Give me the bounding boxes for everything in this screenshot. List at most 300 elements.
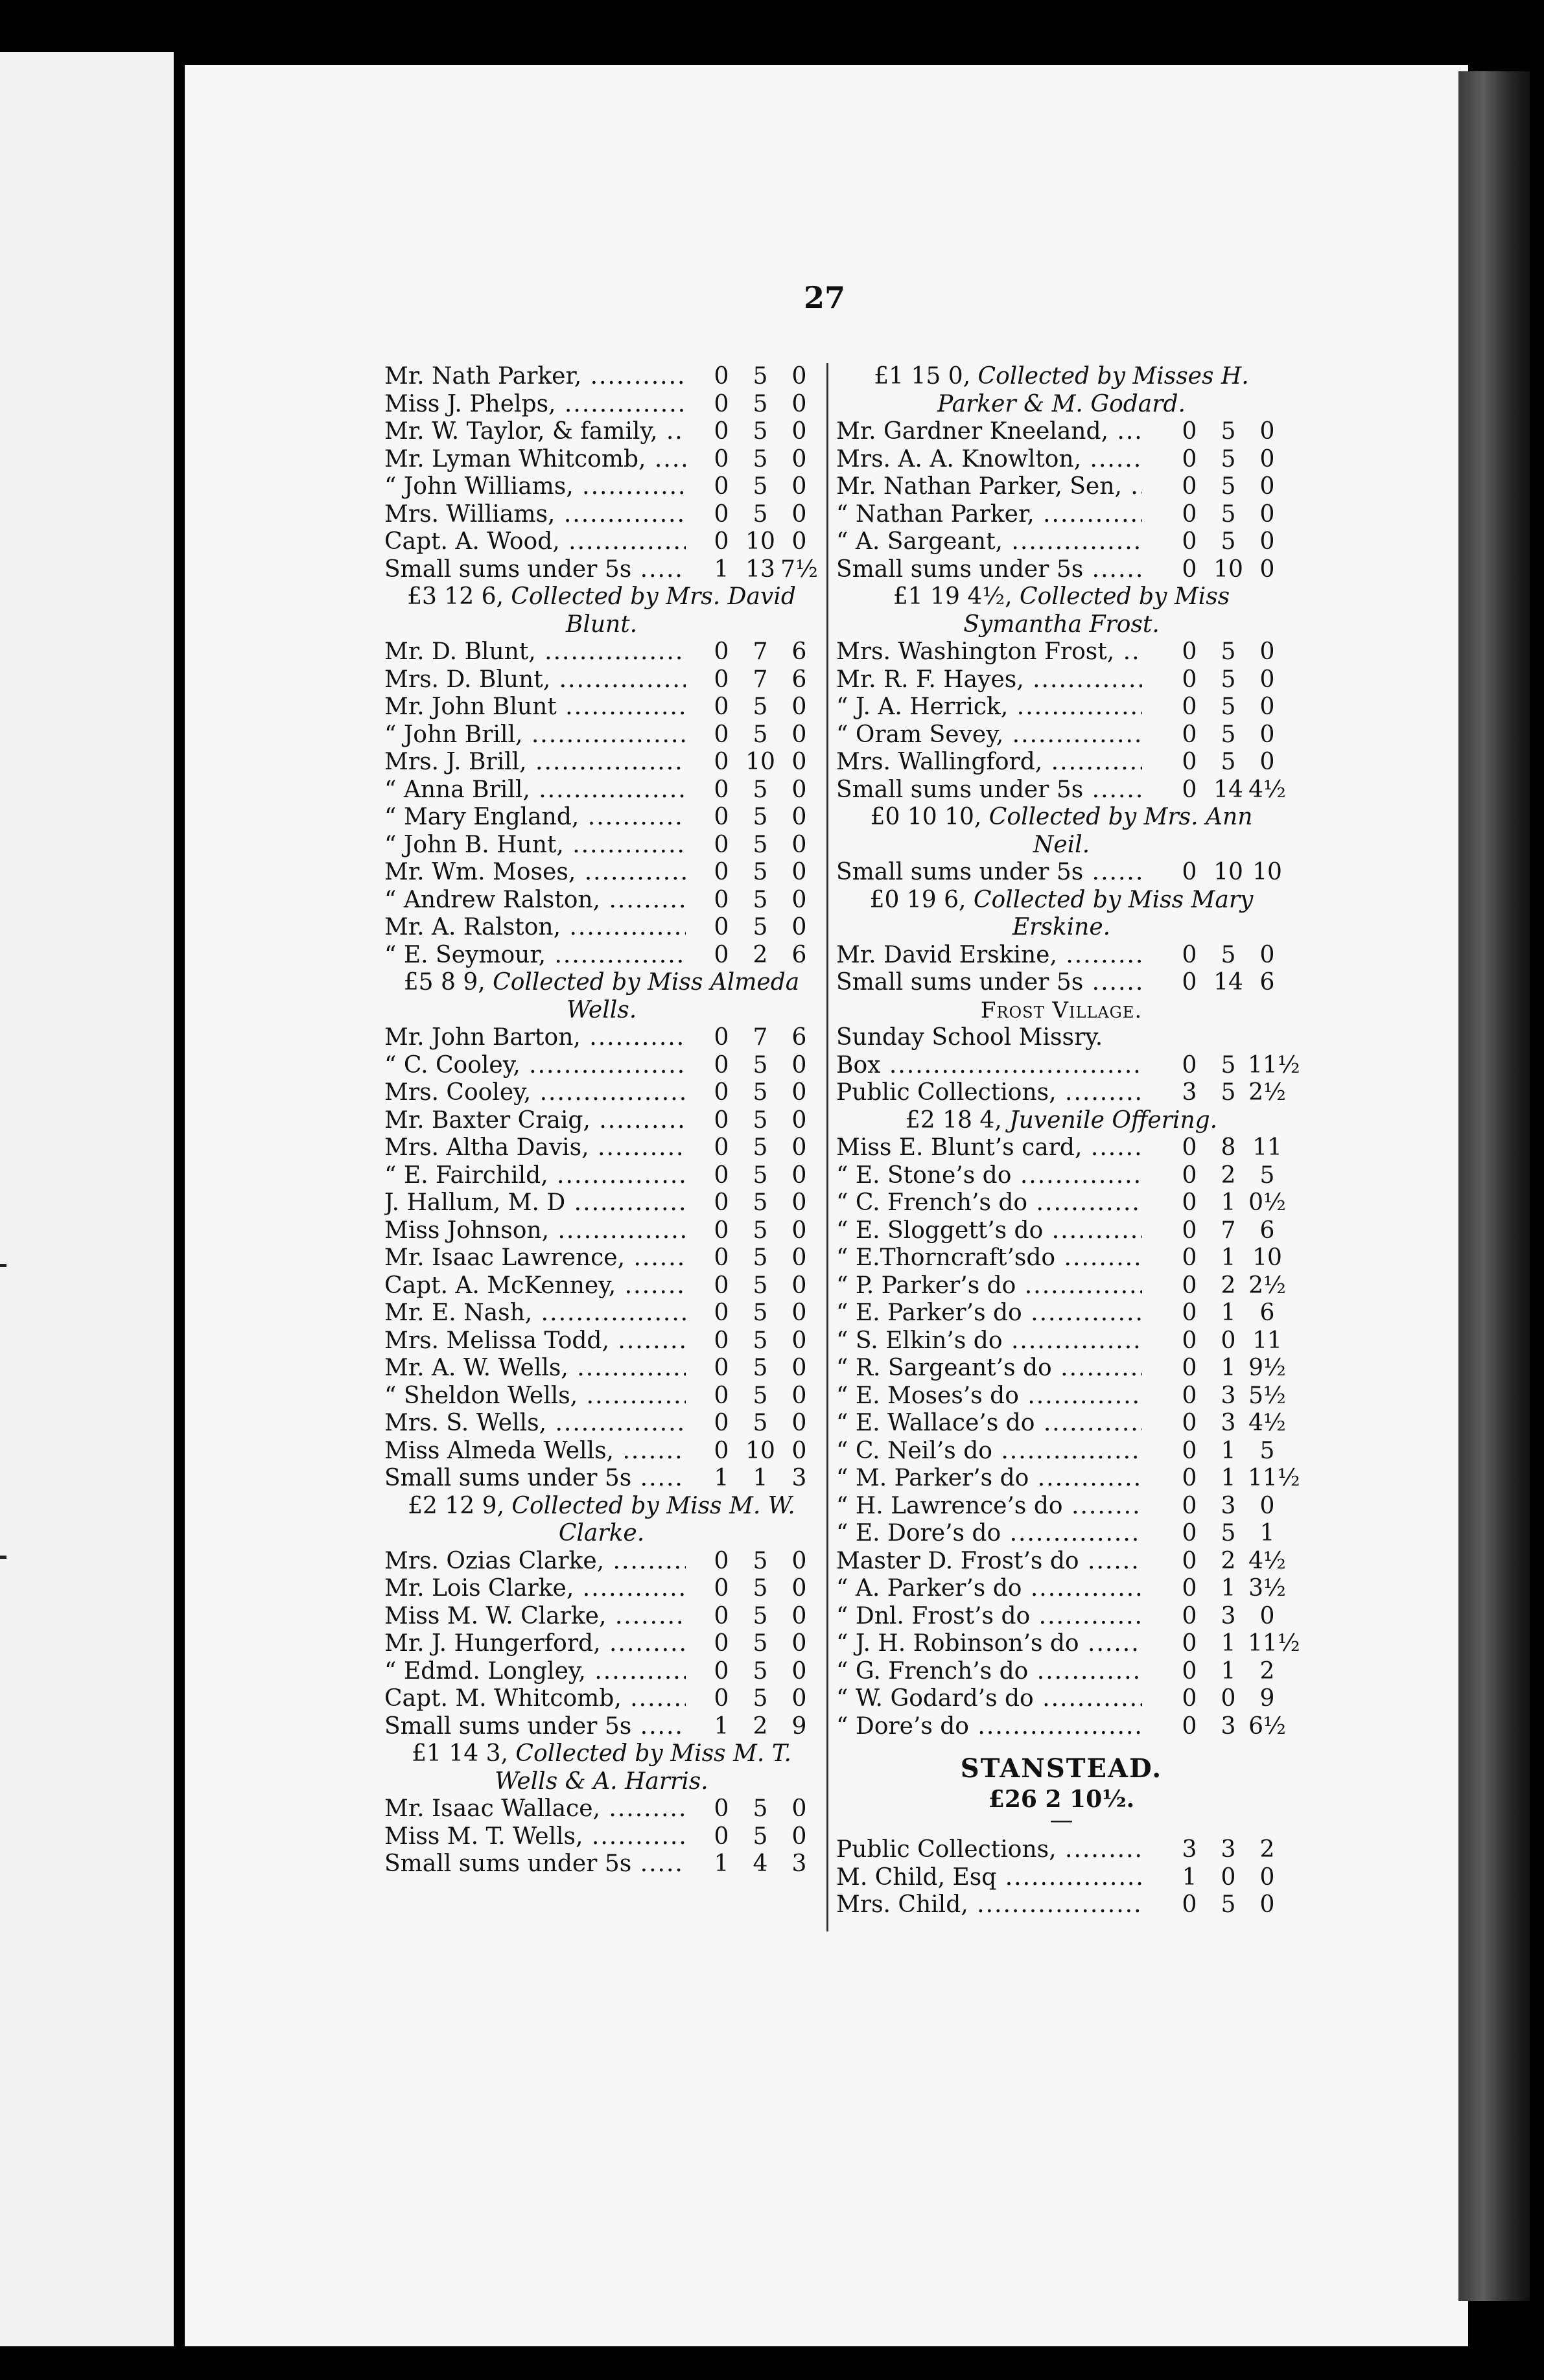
ledger-row <box>836 473 1287 501</box>
amount-shillings: 10 <box>745 1437 775 1464</box>
contributor-name: J. Hallum, M. D ..... <box>384 1189 686 1217</box>
amount-pence: 0 <box>791 1079 807 1106</box>
amount-shillings: 0 <box>1221 1685 1236 1712</box>
amount-pounds: 0 <box>714 1437 729 1464</box>
amount-shillings: 5 <box>753 473 768 500</box>
amount-shillings: 7 <box>753 638 768 665</box>
contributor-name: Mrs. A. A. Knowlton, ..... <box>836 446 1142 474</box>
ledger-row <box>836 1300 1287 1327</box>
amount-pounds: 0 <box>1182 941 1197 968</box>
amount-shillings: 8 <box>1221 1134 1236 1161</box>
amount-shillings: 5 <box>753 831 768 858</box>
amount-pence: 0 <box>791 1051 807 1079</box>
amount-pounds: 0 <box>714 1106 729 1134</box>
collection-header <box>836 804 1287 859</box>
amount-pounds: 0 <box>714 390 729 417</box>
amount-shillings: 5 <box>753 1355 768 1381</box>
amount-pounds: 0 <box>1182 1300 1197 1326</box>
amount <box>1170 749 1287 776</box>
contributor-name: Miss Almeda Wells, ..... <box>384 1438 686 1465</box>
amount-shillings: 5 <box>753 1602 768 1629</box>
contributor-name: “ John Brill, ..... <box>384 721 686 749</box>
amount-pounds: 0 <box>1182 1327 1197 1354</box>
amount-pounds: 0 <box>714 694 729 720</box>
amount-pence: 0 <box>791 1437 807 1464</box>
amount-shillings: 7 <box>1221 1217 1236 1244</box>
amount <box>1170 721 1287 749</box>
collection-total: £2 18 4, <box>905 1106 1002 1134</box>
amount <box>702 1024 819 1052</box>
ledger-row <box>384 1603 819 1631</box>
amount-pounds: 0 <box>714 1657 729 1685</box>
contributor-name: Miss J. Phelps, ..... <box>384 391 686 419</box>
amount-shillings: 3 <box>1221 1492 1236 1519</box>
amount-pounds: 0 <box>714 859 729 885</box>
amount <box>1170 1630 1300 1658</box>
amount-pence: 0 <box>1259 721 1275 748</box>
amount <box>702 1575 819 1603</box>
amount-pounds: 1 <box>714 555 729 583</box>
separator-dash: — <box>1049 1807 1073 1834</box>
amount <box>1170 1685 1287 1713</box>
ledger-row <box>384 1024 819 1052</box>
contributor-name: “ Andrew Ralston, ..... <box>384 887 686 915</box>
amount <box>702 1685 819 1713</box>
amount <box>1170 556 1287 584</box>
margin-mark <box>0 1556 6 1559</box>
amount-pounds: 0 <box>1182 1355 1197 1381</box>
amount <box>1170 1493 1287 1521</box>
amount <box>1170 501 1287 529</box>
amount-pounds: 3 <box>1182 1836 1197 1863</box>
amount <box>1170 694 1287 721</box>
amount <box>702 1162 819 1190</box>
amount <box>1170 1134 1287 1162</box>
contributor-name: Capt. M. Whitcomb, ..... <box>384 1685 686 1713</box>
amount-shillings: 0 <box>1221 1327 1236 1354</box>
contributor-name: Mr. Wm. Moses, ..... <box>384 859 686 887</box>
amount-pounds: 0 <box>714 1547 729 1574</box>
ledger-row <box>384 1300 819 1327</box>
page-number: 27 <box>804 280 846 315</box>
amount-pence: 0 <box>791 914 807 940</box>
amount-pence: 0 <box>791 776 807 803</box>
contributor-name: Mrs. Altha Davis, ..... <box>384 1134 686 1162</box>
amount <box>702 446 819 474</box>
amount-pounds: 0 <box>1182 1657 1197 1685</box>
amount-shillings: 5 <box>1221 749 1236 775</box>
contributor-name: “ A. Parker’s do ..... <box>836 1575 1142 1603</box>
amount-shillings: 5 <box>753 1575 768 1602</box>
amount-pence: 0 <box>791 859 807 885</box>
amount-pence: 0 <box>1259 445 1275 472</box>
amount-shillings: 5 <box>753 804 768 830</box>
amount-pounds: 0 <box>714 1382 729 1409</box>
amount-shillings: 5 <box>753 1685 768 1712</box>
contributor-name: “ R. Sargeant’s do ..... <box>836 1355 1142 1382</box>
amount-shillings: 5 <box>753 1134 768 1161</box>
amount-pence: 0 <box>1259 666 1275 693</box>
amount-pounds: 0 <box>714 831 729 858</box>
ledger-row <box>836 1603 1287 1631</box>
ledger-row <box>836 1079 1287 1107</box>
amount-shillings: 5 <box>753 859 768 885</box>
amount-pence: 3 <box>791 1850 807 1877</box>
contributor-name: “ S. Elkin’s do ..... <box>836 1327 1142 1355</box>
ledger-row <box>384 1217 819 1245</box>
amount <box>1170 638 1287 666</box>
amount-pounds: 0 <box>1182 749 1197 775</box>
collection-total: £0 10 10, <box>870 804 982 830</box>
contributor-name: Mr. John Blunt ..... <box>384 694 686 721</box>
amount-pounds: 0 <box>1182 694 1197 720</box>
amount-pounds: 0 <box>1182 1161 1197 1189</box>
amount-pence: 0 <box>791 445 807 472</box>
amount-pence: 0 <box>791 1795 807 1822</box>
amount-pence: 6 <box>1259 1300 1275 1326</box>
amount-shillings: 5 <box>1221 1079 1236 1106</box>
amount <box>1170 942 1287 970</box>
amount-pounds: 0 <box>1182 969 1197 996</box>
ledger-row <box>836 749 1287 776</box>
amount-pence: 0 <box>791 473 807 500</box>
amount-pounds: 0 <box>1182 1520 1197 1546</box>
ledger-row <box>384 1079 819 1107</box>
amount-shillings: 2 <box>1221 1547 1236 1574</box>
amount-pence: 0 <box>791 1382 807 1409</box>
contributor-name: Small sums under 5s ..... <box>384 1465 686 1493</box>
amount-shillings: 5 <box>753 1106 768 1134</box>
amount-shillings: 2 <box>753 941 768 968</box>
amount-pence: 11½ <box>1248 1630 1300 1657</box>
collection-header <box>836 1107 1287 1135</box>
amount-pence: 4½ <box>1248 1410 1286 1436</box>
amount <box>1170 1382 1287 1410</box>
contributor-name: Mr. A. W. Wells, ..... <box>384 1355 686 1382</box>
ledger-row <box>836 1382 1287 1410</box>
contributor-name: Mrs. J. Brill, ..... <box>384 749 686 776</box>
amount-pounds: 1 <box>714 1465 729 1491</box>
contributor-name: Mrs. Wallingford, ..... <box>836 749 1142 776</box>
amount <box>702 1823 819 1851</box>
amount <box>702 391 819 419</box>
amount-pounds: 0 <box>714 500 729 528</box>
amount-pence: 0 <box>791 1823 807 1850</box>
ledger-row <box>384 418 819 446</box>
ledger-row <box>384 1327 819 1355</box>
amount-pounds: 0 <box>1182 1547 1197 1574</box>
amount <box>1170 1300 1287 1327</box>
amount-shillings: 5 <box>1221 528 1236 555</box>
ledger-row <box>836 1134 1287 1162</box>
amount-shillings: 5 <box>753 1630 768 1657</box>
amount-shillings: 1 <box>1221 1630 1236 1657</box>
amount-pence: 0 <box>791 1189 807 1216</box>
amount-pounds: 0 <box>714 914 729 940</box>
ledger-row <box>836 1051 1300 1080</box>
ledger-row <box>836 1189 1287 1217</box>
amount-pounds: 1 <box>714 1850 729 1877</box>
contributor-name: Mr. John Barton, ..... <box>384 1024 686 1052</box>
amount-pence: 0 <box>791 694 807 720</box>
amount-shillings: 5 <box>753 1795 768 1822</box>
amount-pounds: 0 <box>714 528 729 555</box>
contributor-name: Mrs. Cooley, ..... <box>384 1079 686 1107</box>
amount-pounds: 0 <box>1182 445 1197 472</box>
ledger-row <box>384 776 819 804</box>
amount-shillings: 5 <box>753 1823 768 1850</box>
amount-pounds: 0 <box>1182 638 1197 665</box>
amount-pence: 11½ <box>1248 1465 1300 1491</box>
amount-pounds: 0 <box>714 1355 729 1381</box>
amount-pence: 0 <box>791 1272 807 1299</box>
amount-pence: 5 <box>1259 1161 1275 1189</box>
contributor-name: “ John B. Hunt, ..... <box>384 832 686 859</box>
collection-header <box>384 583 819 638</box>
collection-header <box>384 969 819 1024</box>
contributor-name: Small sums under 5s ..... <box>836 776 1142 804</box>
amount-pence: 6 <box>791 666 807 693</box>
amount <box>702 1079 819 1107</box>
amount <box>702 1327 819 1355</box>
collection-total: £2 12 9, <box>408 1492 504 1519</box>
collection-collector: Collected by Misses H. Parker & M. Godard. <box>937 363 1249 417</box>
amount-shillings: 5 <box>753 418 768 445</box>
amount-pounds: 0 <box>1182 1685 1197 1712</box>
amount-shillings: 1 <box>1221 1300 1236 1326</box>
amount-pence: 6 <box>1259 969 1275 996</box>
ledger-row <box>836 1520 1287 1548</box>
amount <box>702 638 819 666</box>
contributor-name: “ E.Thorncraft’sdo ..... <box>836 1244 1142 1272</box>
amount-pounds: 0 <box>714 886 729 913</box>
amount <box>1170 969 1287 997</box>
collection-total: £3 12 6, <box>407 583 504 610</box>
amount-shillings: 4 <box>753 1850 768 1877</box>
amount-pounds: 0 <box>1182 1272 1197 1299</box>
ledger-row <box>384 1685 819 1713</box>
ledger-row <box>836 528 1287 556</box>
collection-total: £0 19 6, <box>869 886 966 913</box>
amount-pence: 0 <box>791 1547 807 1574</box>
amount-pounds: 0 <box>714 804 729 830</box>
amount-pence: 0 <box>791 390 807 417</box>
amount-pence: 2 <box>1259 1657 1275 1685</box>
amount-shillings: 5 <box>753 1657 768 1685</box>
amount-shillings: 10 <box>745 528 775 555</box>
amount-pence: 2½ <box>1248 1079 1286 1106</box>
ledger-row <box>836 1162 1287 1190</box>
ledger-row <box>384 1355 819 1382</box>
amount <box>1170 1520 1287 1548</box>
amount <box>702 1355 819 1382</box>
amount-shillings: 5 <box>753 1244 768 1271</box>
ledger-row <box>836 859 1287 887</box>
contributor-name: Mrs. Washington Frost, ..... <box>836 638 1142 666</box>
ledger-row <box>384 914 819 942</box>
ledger-row <box>836 1575 1287 1603</box>
amount-pounds: 0 <box>714 1685 729 1712</box>
amount-pence: 4½ <box>1248 776 1286 803</box>
amount-shillings: 5 <box>753 1272 768 1299</box>
amount-pence: 0 <box>791 1685 807 1712</box>
ledger-row <box>836 1864 1287 1892</box>
amount-pounds: 0 <box>1182 1189 1197 1216</box>
amount-pounds: 0 <box>1182 528 1197 555</box>
amount-pounds: 0 <box>714 1244 729 1271</box>
amount-pence: 3 <box>791 1465 807 1491</box>
collection-header <box>384 1493 819 1548</box>
collection-header <box>836 363 1287 418</box>
amount-pence: 0 <box>791 1657 807 1685</box>
amount <box>1170 1603 1287 1631</box>
ledger-row <box>384 1410 819 1438</box>
contributor-name: Mrs. Ozias Clarke, ..... <box>384 1548 686 1576</box>
amount-shillings: 5 <box>753 1327 768 1354</box>
amount-pounds: 0 <box>714 1602 729 1629</box>
amount-shillings: 3 <box>1221 1836 1236 1863</box>
amount-pounds: 0 <box>1182 1492 1197 1519</box>
amount-pence: 6 <box>1259 1217 1275 1244</box>
contributor-name: “ P. Parker’s do ..... <box>836 1272 1142 1300</box>
contributor-name: “ E. Sloggett’s do ..... <box>836 1217 1142 1245</box>
ledger-row <box>836 1465 1300 1493</box>
amount-pence: 0 <box>791 1161 807 1189</box>
ledger-row <box>384 1713 819 1741</box>
contributor-name: “ E. Seymour, ..... <box>384 942 686 970</box>
amount-pounds: 0 <box>714 363 729 390</box>
amount-shillings: 5 <box>753 694 768 720</box>
contributor-name: Mr. David Erskine, ..... <box>836 942 1142 970</box>
amount-pence: 2 <box>1259 1836 1275 1863</box>
ledger-row <box>384 1052 819 1080</box>
amount-pence: 11½ <box>1248 1051 1300 1079</box>
amount-pounds: 0 <box>1182 1602 1197 1629</box>
collection-header <box>384 1740 819 1795</box>
place-total: £26 2 10½. <box>988 1786 1135 1813</box>
amount-pence: 9½ <box>1248 1355 1286 1381</box>
amount <box>702 1713 819 1741</box>
contributor-name: Mr. J. Hungerford, ..... <box>384 1630 686 1658</box>
amount-pence: 3½ <box>1248 1575 1286 1602</box>
amount-shillings: 1 <box>1221 1657 1236 1685</box>
amount <box>702 1658 819 1686</box>
amount-shillings: 1 <box>1221 1575 1236 1602</box>
amount-pence: 0 <box>1259 1863 1275 1891</box>
ledger-row <box>836 1548 1287 1576</box>
amount <box>1170 1836 1287 1864</box>
amount-pounds: 0 <box>1182 1217 1197 1244</box>
amount-pounds: 3 <box>1182 1079 1197 1106</box>
collection-total: £1 15 0, <box>874 363 971 390</box>
ledger-row <box>836 1891 1287 1919</box>
amount-shillings: 3 <box>1221 1410 1236 1436</box>
contributor-name: “ John Williams, ..... <box>384 473 686 501</box>
amount-pounds: 0 <box>714 776 729 803</box>
amount <box>1170 446 1287 474</box>
ledger-row <box>384 859 819 887</box>
ledger-row <box>384 1823 819 1851</box>
amount <box>702 1795 819 1823</box>
contributor-name: Small sums under 5s ..... <box>384 1850 686 1878</box>
amount-pence: 9 <box>1259 1685 1275 1712</box>
amount <box>1170 1079 1287 1107</box>
ledger-row <box>384 832 819 859</box>
amount-pounds: 0 <box>714 1630 729 1657</box>
amount <box>702 1410 819 1438</box>
amount <box>702 859 819 887</box>
amount-shillings: 7 <box>753 666 768 693</box>
contributor-name: Miss Johnson, ..... <box>384 1217 686 1245</box>
amount <box>702 1217 819 1245</box>
margin-mark <box>0 1264 6 1267</box>
amount <box>702 1189 819 1217</box>
column-divider <box>826 363 828 1931</box>
ledger-row <box>836 1493 1287 1521</box>
amount <box>1170 1438 1287 1465</box>
amount-shillings: 5 <box>753 1189 768 1216</box>
amount-pence: 0 <box>791 1244 807 1271</box>
amount-pence: 6 <box>791 1024 807 1051</box>
amount-pounds: 0 <box>714 1079 729 1106</box>
amount-shillings: 5 <box>753 1382 768 1409</box>
amount-pence: 9 <box>791 1712 807 1740</box>
amount-pounds: 0 <box>1182 1134 1197 1161</box>
amount-pounds: 0 <box>714 1823 729 1850</box>
amount-pounds: 0 <box>1182 1575 1197 1602</box>
contributor-name: Box ..... <box>836 1052 1142 1080</box>
amount <box>702 666 819 694</box>
amount <box>702 473 819 501</box>
amount-pence: 0 <box>791 1410 807 1436</box>
amount-pence: 0 <box>791 1327 807 1354</box>
ledger-row <box>836 1217 1287 1245</box>
amount-pence: 5½ <box>1248 1382 1286 1409</box>
amount-pounds: 0 <box>714 1051 729 1079</box>
collection-collector: Collected by Miss Mary Erskine. <box>966 886 1254 940</box>
amount-pence: 0 <box>791 1630 807 1657</box>
contributor-name: Miss E. Blunt’s card, ..... <box>836 1134 1142 1162</box>
amount-shillings: 5 <box>753 886 768 913</box>
ledger-row <box>384 391 819 419</box>
amount <box>702 1052 819 1080</box>
amount-pence: 0 <box>791 500 807 528</box>
ledger-row <box>836 501 1287 529</box>
ledger-row <box>836 942 1287 970</box>
amount-pence: 0 <box>1259 694 1275 720</box>
amount-pence: 0 <box>791 1134 807 1161</box>
amount-pence: 0 <box>791 363 807 390</box>
amount-pounds: 1 <box>714 1712 729 1740</box>
contributor-name: “ C. Neil’s do ..... <box>836 1438 1142 1465</box>
right-column <box>836 363 1300 1919</box>
amount <box>1170 1327 1287 1355</box>
contributor-name: “ G. French’s do ..... <box>836 1658 1142 1686</box>
amount-shillings: 10 <box>745 749 775 775</box>
collection-header <box>836 887 1287 942</box>
amount-shillings: 5 <box>753 500 768 528</box>
amount <box>1170 666 1287 694</box>
collection-collector: Collected by Mrs. David Blunt. <box>503 583 796 638</box>
amount-pounds: 0 <box>1182 859 1197 885</box>
amount <box>702 832 819 859</box>
collection-total: £1 19 4½, <box>893 583 1012 610</box>
collection-collector: Collected by Mrs. Ann Neil. <box>981 804 1253 858</box>
amount-pence: 0 <box>1259 1891 1275 1918</box>
ledger-row <box>384 1630 819 1658</box>
amount-pounds: 0 <box>714 1189 729 1216</box>
amount-shillings: 5 <box>753 721 768 748</box>
